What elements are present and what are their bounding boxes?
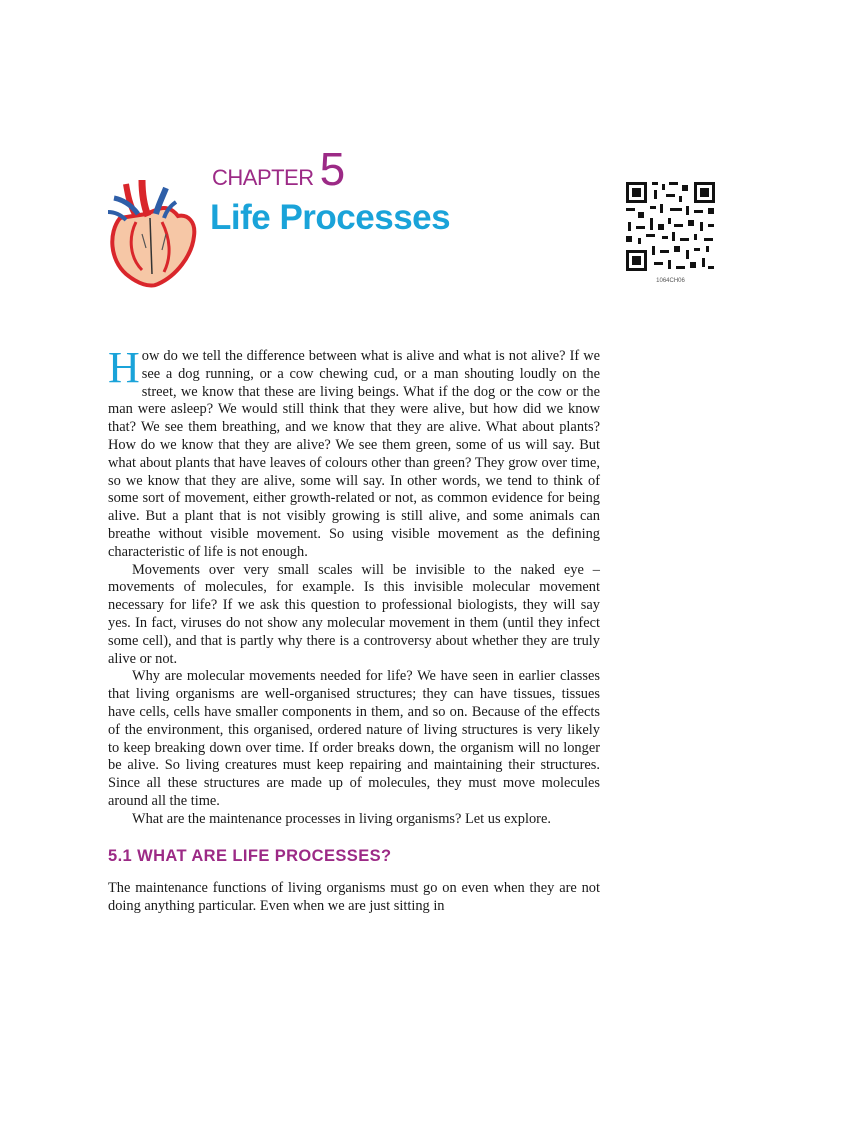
- chapter-label: [212, 143, 346, 195]
- intro-paragraph-3: Why are molecular movements needed for life? We have seen in earlier classes that living organisms are well-organised structures; they can have tissues, tissues have cells, cells have smaller components in them, and so on. Because of the effects of the environment, this organised, ordered nature of living structures is very likely to keep breaking down over time. If order breaks down, the organism will no longer be alive. So living creatures must keep repairing and maintaining their structures. Since all these structures are made up of molecules, they must move molecules around all the time.: [108, 668, 600, 809]
- intro-paragraph-1-text: ow do we tell the difference between what is alive and what is not alive? If we see a dog running, or a cow chewing cud, or a man shouting loudly on the street, we know that these are living beings. What if the dog or the cow or the man were asleep? We would still think that they were alive, but how did we know that? We see them breathing, and we know that they are alive. What about plants? How do we know that they are alive? We see them green, some of us will say. But what about plants that have leaves of colours other than green? They grow over time, so we know that they are alive, some will say. In other words, we tend to think of some sort of movement, either growth-related or not, as common evidence for being alive. But a plant that is not visibly growing is still alive, and some animals can breathe without visible movement. So using visible movement as the defining characteristic of life is not enough.: [108, 348, 600, 560]
- intro-paragraph-1: [108, 343, 600, 562]
- section-heading: 5.1 WHAT ARE LIFE PROCESSES?: [108, 846, 392, 865]
- intro-paragraph-4: What are the maintenance processes in living organisms? Let us explore.: [132, 810, 551, 827]
- section-paragraph-1: The maintenance functions of living organisms must go on even when they are not doing anything particular. Even when we are just sitting in: [108, 880, 600, 915]
- chapter-title: Life Processes: [210, 198, 451, 237]
- qr-caption: 1064CH06: [656, 278, 685, 284]
- heart-illustration: [106, 178, 198, 288]
- chapter-body: [108, 343, 600, 916]
- chapter-word: CHAPTER: [212, 165, 314, 190]
- drop-cap: H: [108, 343, 140, 392]
- qr-code-icon: [624, 180, 717, 273]
- heart-icon: [106, 178, 198, 288]
- qr-code: [624, 180, 717, 273]
- intro-paragraph-2: Movements over very small scales will be invisible to the naked eye – movements of molecules, for example. Is this invisible molecular movement necessary for life? If we ask this question to professional biologists, they will say yes. In fact, viruses do not show any molecular movement in them (until they infect some cell), and that is partly why there is a controversy about whether they are truly alive or not.: [108, 561, 600, 667]
- chapter-number: 5: [319, 143, 346, 195]
